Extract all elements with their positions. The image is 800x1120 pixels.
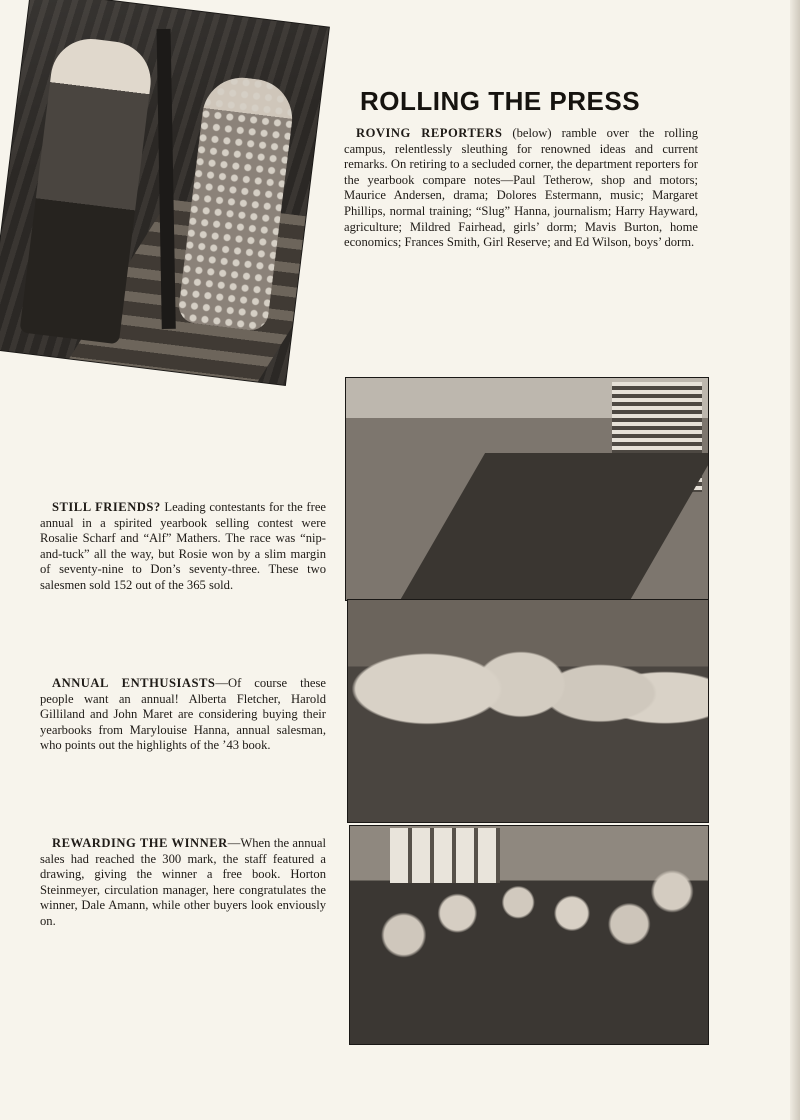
winner-lead: REWARDING THE WINNER [52, 836, 228, 850]
enthusiasts-photo [348, 600, 708, 822]
intro-lead: ROVING REPORTERS [356, 126, 503, 140]
enthusiasts-text: —Of course these people want an annual! Alberta Fletcher, Harold Gilliland and John Maret are considering buying their yearbooks from Marylouise Hanna, annual salesman, who points out the highlights of the ’43 book. [40, 676, 326, 753]
stairs-photo [0, 0, 329, 385]
still-friends-lead: STILL FRIENDS? [52, 500, 161, 514]
intro-text: (below) ramble over the rolling campus, relentlessly sleuthing for renowned ideas and current remarks. On retiring to a secluded corner, the department reporters for the yearbook compare notes—Paul Tetherow, shop and motors; Maurice Andersen, drama; Dolores Estermann, music; Margaret Phillips, normal training; “Slug” Hanna, journalism; Harry Hayward, agriculture; Mildred Fairhead, girls’ dorm; Mavis Burton, home economics; Frances Smith, Girl Reserve; and Ed Wilson, boys’ dorm. [344, 126, 699, 250]
page-edge [790, 0, 800, 1120]
still-friends-paragraph [40, 500, 326, 594]
winner-paragraph [40, 836, 326, 930]
window [390, 828, 500, 883]
enthusiasts-lead: ANNUAL ENTHUSIASTS [52, 676, 216, 690]
reporters-table-photo [346, 378, 708, 600]
still-friends-text: Leading contestants for the free annual in a spirited yearbook selling contest were Rosalie Scharf and “Alf” Mathers. The race was “nip-and-tuck” all the way, but Rosie won by a slim margin of seventy-nine to Don’s seventy-three. These two salesmen sold 152 out of the 365 sold. [40, 500, 326, 592]
page-title: ROLLING THE PRESS [360, 86, 641, 116]
table [387, 453, 708, 600]
winner-text: —When the annual sales had reached the 300 mark, the staff featured a drawing, giving the winner a free book. Horton Steinmeyer, circulation manager, here congratulates the winner, Dale Amann, while other buyers look enviously on. [40, 836, 326, 928]
winner-photo [350, 826, 708, 1044]
intro-paragraph [344, 126, 698, 251]
enthusiasts-paragraph [40, 676, 326, 754]
